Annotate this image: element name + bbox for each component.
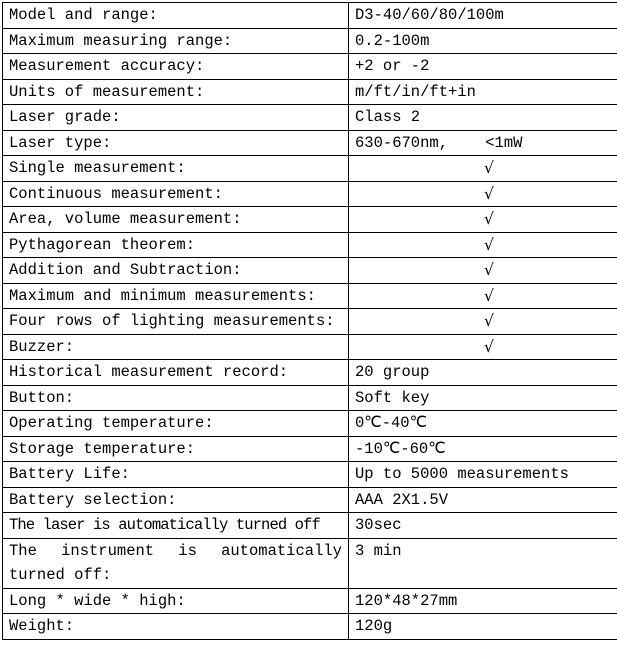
spec-label: Laser grade:	[3, 105, 349, 131]
table-row	[3, 462, 617, 488]
table-row	[3, 130, 617, 156]
spec-label: Laser type:	[3, 130, 349, 156]
check-mark: √	[349, 334, 617, 360]
check-mark: √	[349, 232, 617, 258]
table-row	[3, 283, 617, 309]
table-row	[3, 334, 617, 360]
table-row	[3, 258, 617, 284]
spec-value: 630-670nm, <1mW	[349, 130, 617, 156]
spec-value: D3-40/60/80/100m	[349, 3, 617, 29]
check-mark: √	[349, 181, 617, 207]
table-row	[3, 538, 617, 588]
spec-label: Continuous measurement:	[3, 181, 349, 207]
spec-label: Long * wide * high:	[3, 588, 349, 614]
spec-label: The instrument is automatically turned off:	[3, 538, 349, 588]
spec-value: Up to 5000 measurements	[349, 462, 617, 488]
spec-label: Maximum measuring range:	[3, 28, 349, 54]
check-mark: √	[349, 258, 617, 284]
spec-value: 120*48*27mm	[349, 588, 617, 614]
spec-value: 0.2-100m	[349, 28, 617, 54]
table-row	[3, 156, 617, 182]
spec-label: Units of measurement:	[3, 79, 349, 105]
spec-label: Addition and Subtraction:	[3, 258, 349, 284]
table-row	[3, 614, 617, 640]
spec-label: Historical measurement record:	[3, 360, 349, 386]
check-mark: √	[349, 207, 617, 233]
check-mark: √	[349, 283, 617, 309]
table-row	[3, 28, 617, 54]
table-row	[3, 436, 617, 462]
table-row	[3, 232, 617, 258]
table-row	[3, 411, 617, 437]
spec-label: Maximum and minimum measurements:	[3, 283, 349, 309]
table-row	[3, 360, 617, 386]
spec-value: -10℃-60℃	[349, 436, 617, 462]
spec-label: Weight:	[3, 614, 349, 640]
spec-label: Buzzer:	[3, 334, 349, 360]
spec-value: 20 group	[349, 360, 617, 386]
spec-label: Model and range:	[3, 3, 349, 29]
table-row	[3, 513, 617, 539]
spec-value: 3 min	[349, 538, 617, 588]
table-row	[3, 487, 617, 513]
table-row	[3, 309, 617, 335]
spec-value: m/ft/in/ft+in	[349, 79, 617, 105]
table-row	[3, 385, 617, 411]
spec-label: The laser is automatically turned off	[3, 513, 349, 539]
table-row	[3, 54, 617, 80]
spec-label: Button:	[3, 385, 349, 411]
spec-value: Soft key	[349, 385, 617, 411]
table-row	[3, 3, 617, 29]
spec-value: 0℃-40℃	[349, 411, 617, 437]
spec-label: Battery Life:	[3, 462, 349, 488]
spec-label: Four rows of lighting measurements:	[3, 309, 349, 335]
table-row	[3, 105, 617, 131]
table-row	[3, 79, 617, 105]
table-row	[3, 207, 617, 233]
table-row	[3, 181, 617, 207]
spec-value: 30sec	[349, 513, 617, 539]
table-row	[3, 588, 617, 614]
spec-label: Single measurement:	[3, 156, 349, 182]
check-mark: √	[349, 309, 617, 335]
spec-table	[2, 2, 617, 640]
spec-value: +2 or -2	[349, 54, 617, 80]
spec-value: 120g	[349, 614, 617, 640]
spec-label: Battery selection:	[3, 487, 349, 513]
spec-label: Storage temperature:	[3, 436, 349, 462]
check-mark: √	[349, 156, 617, 182]
spec-value: AAA 2X1.5V	[349, 487, 617, 513]
spec-label: Area, volume measurement:	[3, 207, 349, 233]
spec-value: Class 2	[349, 105, 617, 131]
spec-label: Measurement accuracy:	[3, 54, 349, 80]
spec-label: Pythagorean theorem:	[3, 232, 349, 258]
spec-label: Operating temperature:	[3, 411, 349, 437]
